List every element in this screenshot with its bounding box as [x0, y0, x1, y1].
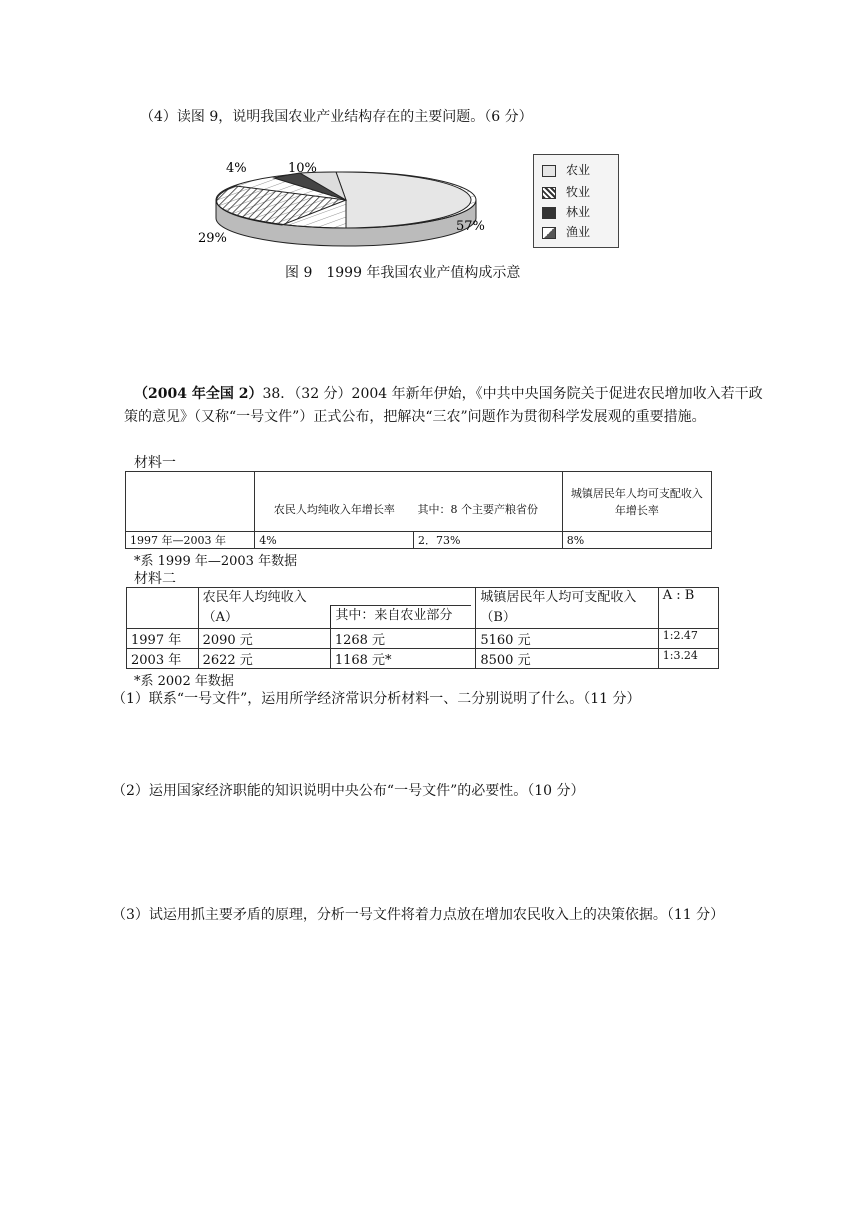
t1-header-col1: 农民人均纯收入年增长率 [255, 472, 414, 532]
question-4: （4）读图 9，说明我国农业产业结构存在的主要问题。（6 分） [140, 109, 533, 125]
legend-item-forestry: 林业 [542, 203, 590, 219]
t1-row-label: 1997 年—2003 年 [126, 532, 255, 549]
t1-header-empty [126, 472, 255, 532]
t2-header-urban-income: 城镇居民年人均可支配收入（B） [476, 588, 658, 629]
legend-swatch-icon [542, 227, 556, 239]
t1-value-3: 8% [562, 532, 711, 549]
t1-header-col3: 城镇居民年人均可支配收入年增长率 [562, 472, 711, 532]
t1-value-1: 4% [255, 532, 414, 549]
material-1-label: 材料一 [134, 455, 176, 471]
question-1: （1）联系“一号文件”，运用所学经济常识分析材料一、二分别说明了什么。（11 分） [112, 691, 641, 707]
table-row: 1997 年 2090 元 1268 元 5160 元 1:2.47 [127, 629, 719, 649]
question-source: （2004 年全国 2） [134, 386, 263, 402]
pie-label-forestry: 4% [226, 161, 247, 176]
question-2: （2）运用国家经济职能的知识说明中央公布“一号文件”的必要性。（10 分） [112, 783, 585, 799]
intro-text: 38．（32 分）2004 年新年伊始，《中共中央国务院关于促进农民增加收入若干政策的意见》（又称“一号文件”）正式公布，把解决“三农”问题作为贯彻科学发展观的重要措施。 [124, 386, 763, 425]
material-1-note: *系 1999 年—2003 年数据 [134, 554, 298, 569]
legend-swatch-icon [542, 187, 556, 199]
pie-label-fishery: 10% [288, 161, 317, 176]
intro-paragraph [124, 383, 776, 429]
material-2-note: *系 2002 年数据 [134, 674, 234, 689]
pie-label-agriculture: 57% [456, 219, 485, 234]
legend-item-livestock: 牧业 [542, 183, 590, 199]
legend-item-agriculture: 农业 [542, 161, 590, 177]
material-2-table [126, 587, 719, 669]
t2-header-farmer-income: 农民年人均纯收入 （A） [198, 588, 330, 629]
pie-label-livestock: 29% [198, 231, 227, 246]
table-row: 2003 年 2622 元 1168 元* 8500 元 1:3.24 [127, 649, 719, 669]
figure-caption: 图 9 1999 年我国农业产值构成示意 [285, 265, 521, 281]
pie-chart [196, 150, 496, 250]
chart-legend [533, 154, 619, 248]
material-2-label: 材料二 [134, 571, 176, 587]
legend-item-fishery: 渔业 [542, 223, 590, 239]
t2-header-empty [127, 588, 199, 629]
legend-swatch-icon [542, 207, 556, 219]
material-1-table [125, 471, 712, 549]
t2-header-agri-part: 其中：来自农业部分 [330, 588, 476, 629]
t2-header-ratio: A : B [658, 588, 718, 629]
t1-value-2: 2．73% [413, 532, 562, 549]
question-3: （3）试运用抓主要矛盾的原理，分析一号文件将着力点放在增加农民收入上的决策依据。（11 分） [112, 907, 725, 923]
t1-header-col2: 其中：8 个主要产粮省份 [413, 472, 562, 532]
legend-swatch-icon [542, 165, 556, 177]
